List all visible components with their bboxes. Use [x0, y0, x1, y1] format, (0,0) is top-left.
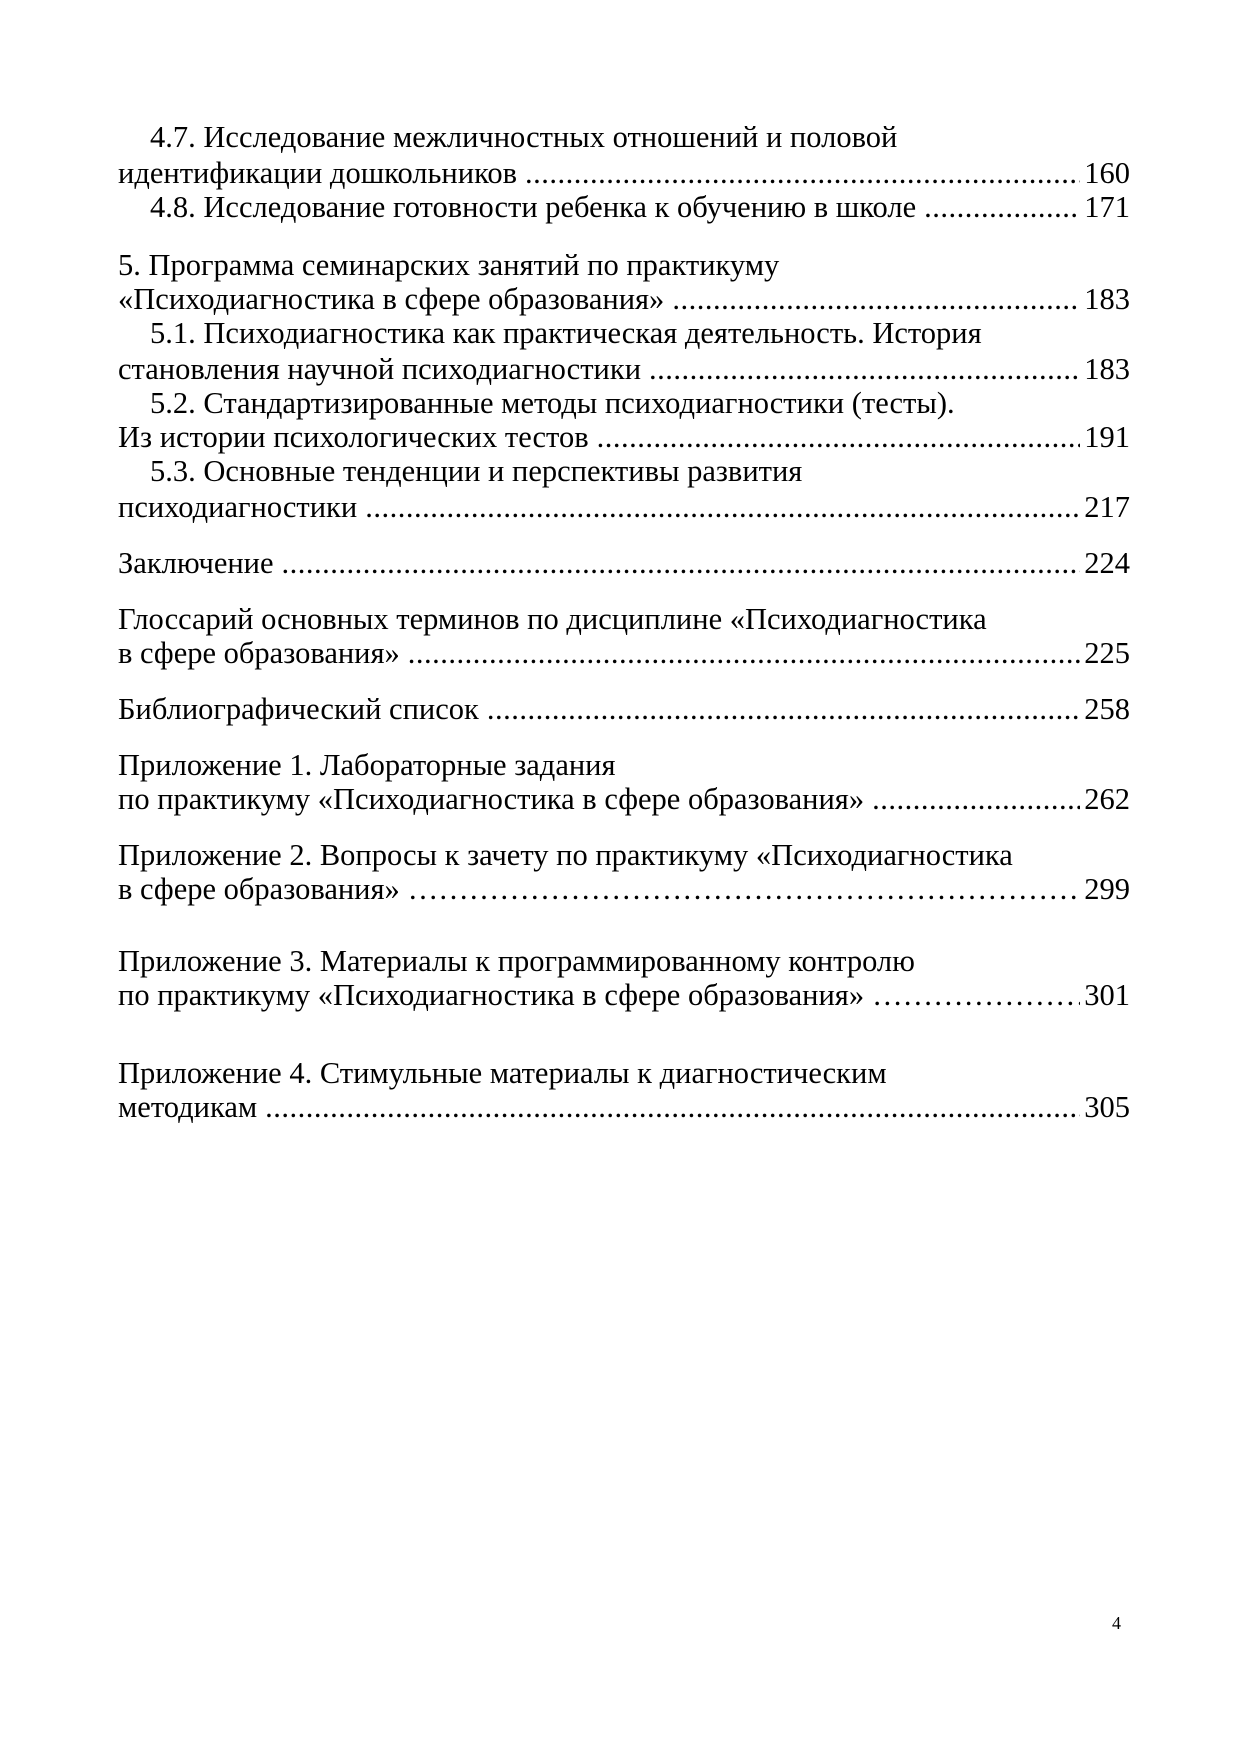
toc-page-number: 224	[1084, 546, 1130, 580]
toc-entry-text: Глоссарий основных терминов по дисциплине «Психодиагностика	[118, 602, 987, 636]
toc-entry-text: Приложение 1. Лабораторные задания	[118, 748, 616, 782]
toc-entry-text: психодиагностики	[118, 490, 358, 524]
toc-entry-text: Из истории психологических тестов	[118, 420, 589, 454]
dot-leader	[365, 487, 1080, 527]
toc-entry-appendix-2-leader[interactable]	[118, 869, 1130, 909]
toc-entry-text: 4.8. Исследование готовности ребенка к обучению в школе	[150, 190, 917, 224]
toc-entry-appendix-4-leader[interactable]	[118, 1087, 1130, 1127]
dot-leader	[408, 633, 1080, 673]
toc-entry-text: по практикуму «Психодиагностика в сфере образования»	[118, 782, 865, 816]
dot-leader	[265, 1087, 1080, 1127]
toc-entry-text: Приложение 4. Стимульные материалы к диагностическим	[118, 1056, 887, 1090]
toc-page-number: 258	[1084, 692, 1130, 726]
toc-entry-text: в сфере образования»	[118, 872, 400, 906]
toc-entry-5-3-title	[150, 451, 1130, 491]
toc-entry-glossary-leader[interactable]	[118, 633, 1130, 673]
toc-entry-text: «Психодиагностика в сфере образования»	[118, 282, 665, 316]
dot-leader	[408, 869, 1080, 909]
toc-page-number: 191	[1084, 420, 1130, 454]
toc-entry-text: в сфере образования»	[118, 636, 400, 670]
toc-page-number: 217	[1084, 490, 1130, 524]
toc-entry-text: Заключение	[118, 546, 274, 580]
toc-entry-5-1-title	[150, 313, 1130, 353]
toc-entry-5-3-leader[interactable]	[118, 487, 1130, 527]
toc-page-number: 262	[1084, 782, 1130, 816]
toc-page-number: 299	[1084, 872, 1130, 906]
toc-page-number: 301	[1084, 978, 1130, 1012]
toc-page-number: 160	[1084, 156, 1130, 190]
toc-entry-4-8[interactable]	[150, 187, 1130, 227]
toc-entry-text: Приложение 2. Вопросы к зачету по практикуму «Психодиагностика	[118, 838, 1013, 872]
dot-leader	[872, 779, 1080, 819]
toc-entry-conclusion[interactable]	[118, 543, 1130, 583]
toc-entry-text: 4.7. Исследование межличностных отношений и половой	[150, 120, 898, 154]
toc-entry-4-7-title	[150, 117, 1130, 157]
toc-page-number: 183	[1084, 352, 1130, 386]
toc-entry-text: становления научной психодиагностики	[118, 352, 642, 386]
dot-leader	[872, 975, 1080, 1015]
toc-entry-text: по практикуму «Психодиагностика в сфере образования»	[118, 978, 865, 1012]
dot-leader	[924, 187, 1080, 227]
toc-page-number: 225	[1084, 636, 1130, 670]
toc-entry-text: Приложение 3. Материалы к программированному контролю	[118, 944, 915, 978]
toc-page-number: 183	[1084, 282, 1130, 316]
toc-entry-text: 5.3. Основные тенденции и перспективы развития	[150, 454, 803, 488]
toc-entry-text: 5.1. Психодиагностика как практическая деятельность. История	[150, 316, 982, 350]
toc-entry-text: методикам	[118, 1090, 258, 1124]
toc-entry-text: идентификации дошкольников	[118, 156, 517, 190]
toc-entry-appendix-3-leader[interactable]	[118, 975, 1130, 1015]
dot-leader	[487, 689, 1080, 729]
toc-page-number: 171	[1084, 190, 1130, 224]
toc-entry-text: 5.2. Стандартизированные методы психодиагностики (тесты).	[150, 386, 955, 420]
page-number: 4	[1112, 1613, 1121, 1633]
toc-entry-text: 5. Программа семинарских занятий по практикуму	[118, 248, 780, 282]
toc-entry-bibliography[interactable]	[118, 689, 1130, 729]
toc-entry-text: Библиографический список	[118, 692, 479, 726]
toc-entry-appendix-1-leader[interactable]	[118, 779, 1130, 819]
toc-page-number: 305	[1084, 1090, 1130, 1124]
dot-leader	[282, 543, 1081, 583]
